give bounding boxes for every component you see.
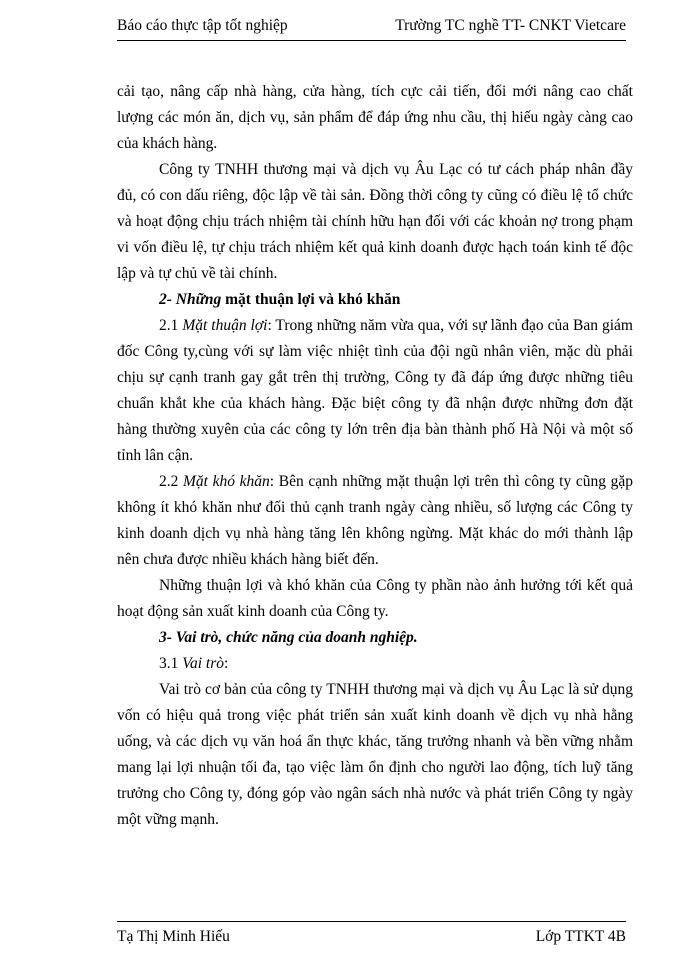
subsection-colon: : — [224, 655, 229, 672]
subsection-label-advantages: Mặt thuận lợi — [182, 317, 268, 334]
paragraph-company-status: Công ty TNHH thương mại và dịch vụ Âu Lạc có tư cách pháp nhân đầy đủ, có con dấu riêng, độc lập về tài sản. Đồng thời công ty cũng có điều lệ tổ chức và hoạt động chịu trách nhiệm tài chính hữu hạn đối với các khoản nợ trong phạm vi vốn điều lệ, tự chịu trách nhiệm kết quả kinh doanh được hạch toán kinh tế độc lập và tự chủ về tài chính. — [117, 161, 633, 282]
header-school-name: Trường TC nghề TT- CNKT Vietcare — [395, 17, 626, 34]
section-heading-2 — [117, 287, 633, 313]
subsection-label-role: Vai trò — [182, 655, 225, 672]
section-heading-2-italic: 2- Những — [159, 291, 222, 308]
difficulties-text: : Bên cạnh những mặt thuận lợi trên thì công ty cũng gặp không ít khó khăn như đối thủ cạnh tranh ngày càng nhiều, số lượng các Công ty kinh doanh dịch vụ nhà hàng tăng lên không ngừng. Mặt khác do mới thành lập nên chưa được nhiều khách hàng biết đến. — [117, 473, 634, 568]
paragraph-summary: Những thuận lợi và khó khăn của Công ty phần nào ảnh hưởng tới kết quả hoạt động sản xuất kinh doanh của Công ty. — [117, 577, 633, 620]
subsection-label-difficulties: Mặt khó khăn — [183, 473, 270, 490]
advantages-text: : Trong những năm vừa qua, với sự lãnh đạo của Ban giám đốc Công ty,cùng với sự làm việc nhiệt tình của đội ngũ nhân viên, mặc dù phải chịu sự cạnh tranh gay gắt trên thị trường, Công ty đã đáp ứng được những tiêu chuẩn khắt khe của khách hàng. Đặc biệt công ty đã nhận được những đơn đặt hàng thường xuyên của các công ty lớn trên địa bàn thành phố Hà Nội và một số tỉnh lân cận. — [117, 317, 633, 464]
paragraph-difficulties — [117, 469, 633, 573]
subsection-number-3-1: 3.1 — [159, 655, 183, 672]
paragraph-intro: cải tạo, nâng cấp nhà hàng, cửa hàng, tích cực cải tiến, đổi mới nâng cao chất lượng các món ăn, dịch vụ, sản phẩm để đáp ứng nhu cầu, thị hiếu ngày càng cao của khách hàng. — [117, 83, 633, 152]
subsection-number-2-2: 2.2 — [159, 473, 184, 490]
document-body — [117, 79, 633, 833]
footer-class-name: Lớp TTKT 4B — [535, 928, 626, 945]
subsection-number-2-1: 2.1 — [159, 317, 183, 334]
section-heading-2-rest: mặt thuận lợi và khó khăn — [221, 291, 401, 308]
subsection-3-1 — [117, 651, 633, 677]
paragraph-role: Vai trò cơ bản của công ty TNHH thương mại và dịch vụ Âu Lạc là sử dụng vốn có hiệu quả trong việc phát triển sản xuất kinh doanh về dịch vụ nhà hằng uống, và các dịch vụ văn hoá ẩn thực khác, tăng trưởng nhanh và bền vững nhằm mang lại lợi nhuận tối đa, tạo việc làm ổn định cho người lao động, tích luỹ tăng trưởng cho Công ty, đóng góp vào ngân sách nhà nước và phát triển Công ty ngày một vững mạnh. — [117, 681, 633, 828]
footer-author-name: Tạ Thị Minh Hiếu — [117, 928, 230, 945]
section-heading-3: 3- Vai trò, chức năng của doanh nghiệp. — [159, 629, 418, 646]
page-footer — [117, 921, 626, 954]
page-header — [117, 14, 626, 41]
paragraph-advantages — [117, 313, 633, 469]
header-report-title: Báo cáo thực tập tốt nghiệp — [117, 17, 288, 34]
